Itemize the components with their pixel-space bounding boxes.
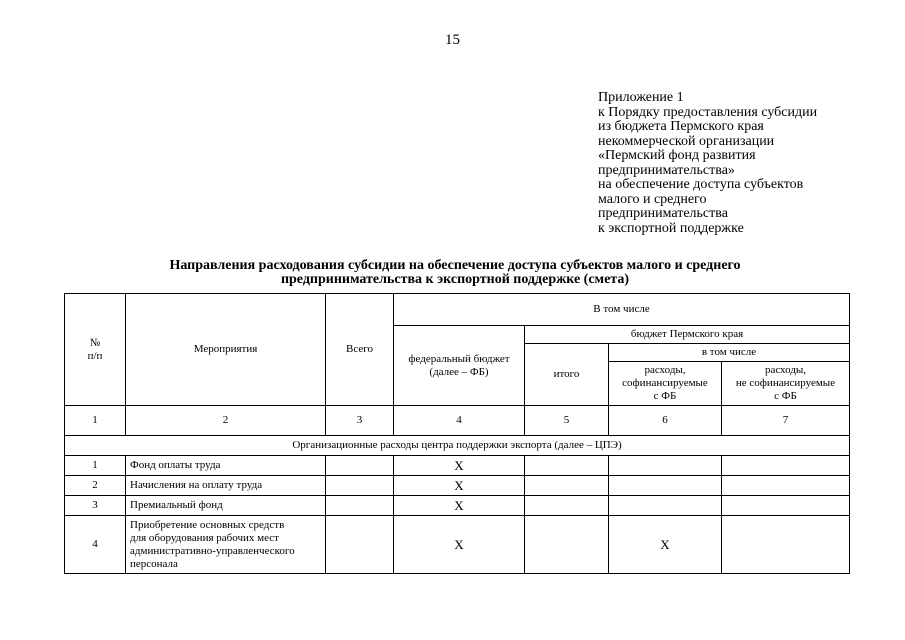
header-num: № п/п (65, 294, 126, 406)
row-num: 1 (65, 456, 126, 476)
table-row (65, 476, 850, 496)
appendix-line: некоммерческой организации (598, 133, 775, 149)
row-federal: X (394, 516, 525, 574)
row-itogo (525, 456, 609, 476)
row-name: Фонд оплаты труда (126, 456, 326, 476)
header-not-cofinanced: расходы, не софинансируемые с ФБ (722, 362, 850, 406)
header-total: Всего (326, 294, 394, 406)
appendix-line: из бюджета Пермского края (598, 119, 764, 134)
header-itogo: итого (525, 344, 609, 406)
appendix-line: к Порядку предоставления субсидии (598, 104, 818, 120)
appendix-line: малого и среднего (598, 191, 707, 207)
appendix-line: к экспортной поддержке (598, 220, 744, 236)
row-total (326, 476, 394, 496)
title-line-1: Направления расходования субсидии на обеспечение доступа субъектов малого и среднего (169, 258, 741, 273)
appendix-caption (598, 91, 898, 236)
estimate-table (64, 293, 850, 574)
row-itogo (525, 516, 609, 574)
row-federal: X (394, 476, 525, 496)
column-number: 4 (394, 406, 525, 436)
header-cofinanced: расходы, софинансируемые с ФБ (609, 362, 722, 406)
row-total (326, 456, 394, 476)
row-itogo (525, 496, 609, 516)
row-cofinanced (609, 456, 722, 476)
table-row (65, 516, 850, 574)
document-title (60, 259, 850, 287)
row-name: Премиальный фонд (126, 496, 326, 516)
column-number: 3 (326, 406, 394, 436)
header-activities: Мероприятия (126, 294, 326, 406)
row-cofinanced (609, 476, 722, 496)
header-including: В том числе (394, 294, 850, 326)
appendix-line: Приложение 1 (598, 90, 684, 105)
header-including-2: в том числе (609, 344, 850, 362)
row-itogo (525, 476, 609, 496)
row-name: Приобретение основных средств для оборудования рабочих мест административно-управленческого персонала (126, 516, 326, 574)
row-name: Начисления на оплату труда (126, 476, 326, 496)
title-line-2: предпринимательства к экспортной поддержке (смета) (280, 272, 630, 287)
table-row (65, 496, 850, 516)
column-number: 5 (525, 406, 609, 436)
row-num: 3 (65, 496, 126, 516)
row-num: 2 (65, 476, 126, 496)
table-row (65, 456, 850, 476)
row-total (326, 516, 394, 574)
row-num: 4 (65, 516, 126, 574)
column-number: 1 (65, 406, 126, 436)
row-not-cofinanced (722, 476, 850, 496)
appendix-line: предпринимательства» (598, 162, 735, 178)
row-cofinanced (609, 496, 722, 516)
appendix-line: предпринимательства (598, 206, 728, 221)
section-title: Организационные расходы центра поддержки экспорта (далее – ЦПЭ) (65, 436, 850, 456)
row-not-cofinanced (722, 456, 850, 476)
column-number: 6 (609, 406, 722, 436)
appendix-line: «Пермский фонд развития (598, 148, 756, 163)
header-perm-budget: бюджет Пермского края (525, 326, 850, 344)
row-federal: X (394, 456, 525, 476)
appendix-line: на обеспечение доступа субъектов (598, 177, 804, 192)
header-federal: федеральный бюджет (далее – ФБ) (394, 326, 525, 406)
row-cofinanced: X (609, 516, 722, 574)
row-not-cofinanced (722, 496, 850, 516)
row-total (326, 496, 394, 516)
column-number: 2 (126, 406, 326, 436)
row-federal: X (394, 496, 525, 516)
column-number: 7 (722, 406, 850, 436)
page-number: 15 (445, 32, 460, 48)
row-not-cofinanced (722, 516, 850, 574)
